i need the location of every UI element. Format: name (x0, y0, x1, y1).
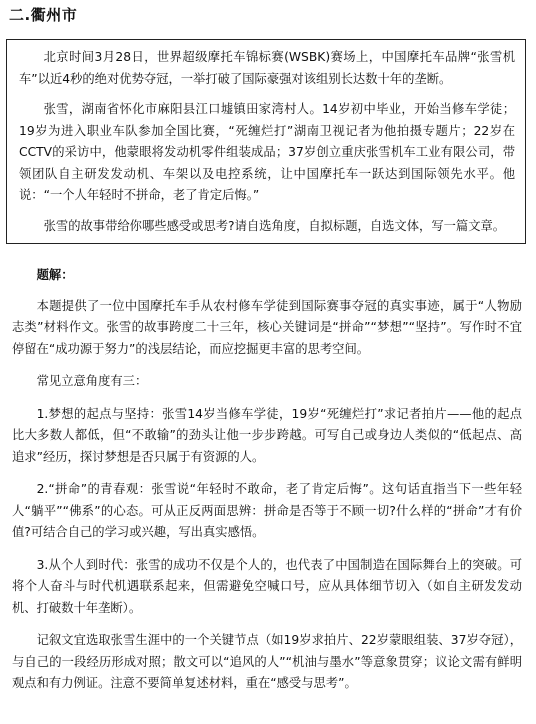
answer-paragraph-2: 常见立意角度有三： (36, 374, 148, 388)
answer-paragraph-6: 记叙文宜选取张雪生涯中的一个关键节点（如19岁求拍片、22岁蒙眼组装、37岁夺冠），与自己的一段经历形成对照；散文可以“追风的人”“机油与墨水”等意象贯穿；议论文需有鲜明观点和有力例证。注意不要简单复述材料，重在“感受与思考”。 (12, 633, 522, 690)
answer-paragraph-4: 2.“拼命”的青春观：张雪说“年轻时不敢命，老了肯定后悔”。这句话直指当下一些年轻人“躺平”“佛系”的心态。可从正反两面思辨：拼命是否等于不顾一切?什么样的“拼命”才有价值?可结合自己的学习或兴趣，写出真实感悟。 (12, 482, 522, 539)
prompt-paragraph-1: 北京时间3月28日，世界超级摩托车锦标赛(WSBK)赛场上，中国摩托车品牌“张雪机车”以近4秒的绝对优势夺冠，一举打破了国际豪强对该组别长达数十年的垄断。 (19, 50, 515, 86)
prompt-box (6, 39, 526, 244)
answer-paragraph-5: 3.从个人到时代：张雪的成功不仅是个人的，也代表了中国制造在国际舞台上的突破。可将个人奋斗与时代机遇联系起来，但需避免空喊口号，应从具体细节切入（如自主研发发动机、打破数十年垄断）。 (12, 557, 522, 615)
prompt-paragraph-2: 张雪，湖南省怀化市麻阳县江口墟镇田家湾村人。14岁初中毕业，开始当修车学徒；19岁为进入职业车队参加全国比赛，“死缠烂打”湖南卫视记者为他拍摄专题片；22岁在CCTV的采访中，他蒙眼将发动机零件组装成品；37岁创立重庆张雪机车工业有限公司，带领团队自主研发发动机、车架以及电控系统，让中国摩托车一跃达到国际领先水平。他说：“一个人年轻时不拼命，老了肯定后悔。” (19, 102, 515, 202)
prompt-paragraph-3: 张雪的故事带给你哪些感受或思考?请自选角度，自拟标题，自选文体，写一篇文章。 (43, 218, 506, 233)
section-title: 二.衢州市 (9, 6, 78, 24)
answer-paragraph-3: 1.梦想的起点与坚持：张雪14岁当修车学徒，19岁“死缠烂打”求记者拍片——他的起点比大多数人都低，但“不敢输”的劲头让他一步步跨越。可写自己或身边人类似的“低起点、高追求”经历，探讨梦想是否只属于有资源的人。 (12, 406, 522, 464)
answer-heading: 题解： (36, 268, 74, 282)
answer-section (12, 265, 522, 706)
answer-paragraph-1: 本题提供了一位中国摩托车手从农村修车学徒到国际赛事夺冠的真实事迹，属于“人物励志类”材料作文。张雪的故事跨度二十三年，核心关键词是“拼命”“梦想”“坚持”。写作时不宜停留在“成功源于努力”的浅层结论，而应挖掘更丰富的思考空间。 (12, 298, 522, 356)
